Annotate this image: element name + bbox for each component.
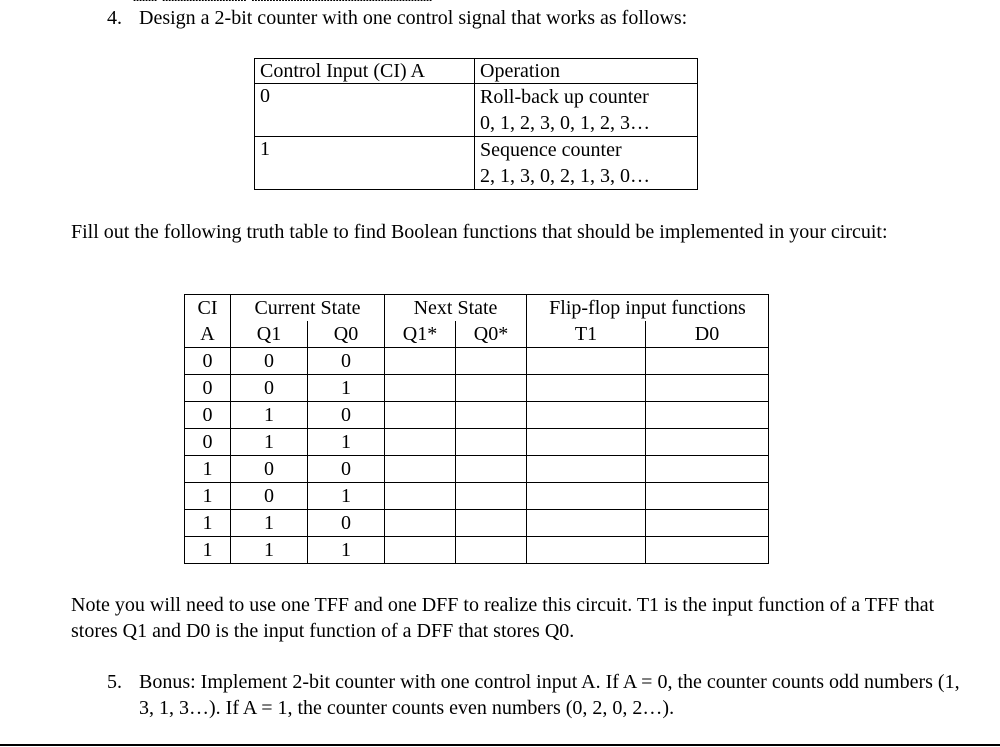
- q0-next-cell[interactable]: [456, 456, 527, 483]
- q0-next-cell[interactable]: [456, 375, 527, 402]
- operation-cell: [475, 137, 698, 190]
- table-row: [185, 510, 769, 537]
- t1-cell[interactable]: [527, 510, 646, 537]
- next-state-header: Next State: [385, 295, 527, 322]
- q0-header: Q0: [308, 321, 385, 348]
- q0-next-cell[interactable]: [456, 402, 527, 429]
- question-5-text: Bonus: Implement 2-bit counter with one control input A. If A = 0, the counter counts odd numbers (1, 3, 1, 3…). If A = 1, the counter counts even numbers (0, 2, 0, 2…).: [139, 671, 960, 719]
- q1-next-header: Q1*: [385, 321, 456, 348]
- page-bottom-rule: [0, 744, 1000, 746]
- current-state-header: Current State: [231, 295, 385, 322]
- q1-cell: 0: [231, 348, 308, 375]
- q1-cell: 1: [231, 510, 308, 537]
- a-cell: 0: [185, 375, 231, 402]
- d0-header: D0: [646, 321, 769, 348]
- truth-table-group-header: [185, 295, 769, 322]
- a-cell: 1: [185, 510, 231, 537]
- q0-next-cell[interactable]: [456, 510, 527, 537]
- q1-cell: 0: [231, 375, 308, 402]
- table-row: [185, 483, 769, 510]
- d0-cell[interactable]: [646, 510, 769, 537]
- a-cell: 0: [185, 402, 231, 429]
- t1-cell[interactable]: [527, 537, 646, 564]
- question-4: [107, 7, 687, 30]
- table-row: [185, 348, 769, 375]
- control-input-header: Control Input (CI) A: [255, 59, 475, 84]
- t1-cell[interactable]: [527, 456, 646, 483]
- q1-cell: 1: [231, 537, 308, 564]
- a-cell: 0: [185, 348, 231, 375]
- q0-cell: 0: [308, 456, 385, 483]
- q1-header: Q1: [231, 321, 308, 348]
- q0-next-header: Q0*: [456, 321, 527, 348]
- q1-next-cell[interactable]: [385, 537, 456, 564]
- table-row: [185, 537, 769, 564]
- table-row: [185, 429, 769, 456]
- q0-cell: 0: [308, 348, 385, 375]
- q0-next-cell[interactable]: [456, 537, 527, 564]
- t1-cell[interactable]: [527, 402, 646, 429]
- question-4-text: Design a 2-bit counter with one control signal that works as follows:: [139, 7, 688, 29]
- d0-cell[interactable]: [646, 402, 769, 429]
- t1-cell[interactable]: [527, 483, 646, 510]
- q1-cell: 1: [231, 402, 308, 429]
- a-cell: 1: [185, 537, 231, 564]
- question-5-number: 5.: [107, 671, 122, 693]
- table-row: [185, 402, 769, 429]
- operation-cell: [475, 84, 698, 137]
- t1-header: T1: [527, 321, 646, 348]
- flip-flop-functions-header: Flip-flop input functions: [527, 295, 769, 322]
- q0-cell: 0: [308, 402, 385, 429]
- q1-next-cell[interactable]: [385, 483, 456, 510]
- t1-cell[interactable]: [527, 429, 646, 456]
- operation-sequence: 0, 1, 2, 3, 0, 1, 2, 3…: [480, 112, 650, 134]
- a-cell: 0: [185, 429, 231, 456]
- q0-cell: 1: [308, 429, 385, 456]
- operation-name: Roll-back up counter: [480, 86, 649, 108]
- fill-instruction: Fill out the following truth table to find Boolean functions that should be implemented in your circuit:: [71, 221, 888, 243]
- operation-sequence: 2, 1, 3, 0, 2, 1, 3, 0…: [480, 165, 650, 187]
- ci-header: CI: [185, 295, 231, 322]
- d0-cell[interactable]: [646, 375, 769, 402]
- operation-name: Sequence counter: [480, 139, 622, 161]
- d0-cell[interactable]: [646, 348, 769, 375]
- control-table-header: [255, 59, 698, 84]
- q1-cell: 0: [231, 483, 308, 510]
- q1-next-cell[interactable]: [385, 402, 456, 429]
- t1-cell[interactable]: [527, 348, 646, 375]
- q1-next-cell[interactable]: [385, 429, 456, 456]
- q1-cell: 1: [231, 429, 308, 456]
- d0-cell[interactable]: [646, 429, 769, 456]
- control-table-row: [255, 84, 698, 137]
- truth-table: [184, 294, 769, 564]
- control-input-value: 1: [255, 137, 475, 190]
- control-input-value: 0: [255, 84, 475, 137]
- q0-next-cell[interactable]: [456, 348, 527, 375]
- q1-next-cell[interactable]: [385, 510, 456, 537]
- control-table-row: [255, 137, 698, 190]
- q0-cell: 1: [308, 375, 385, 402]
- q0-next-cell[interactable]: [456, 429, 527, 456]
- q0-cell: 0: [308, 510, 385, 537]
- question-4-number: 4.: [107, 7, 122, 29]
- a-cell: 1: [185, 483, 231, 510]
- q1-cell: 0: [231, 456, 308, 483]
- t1-cell[interactable]: [527, 375, 646, 402]
- d0-cell[interactable]: [646, 456, 769, 483]
- truth-table-sub-header: [185, 321, 769, 348]
- q1-next-cell[interactable]: [385, 456, 456, 483]
- q1-next-cell[interactable]: [385, 375, 456, 402]
- question-5: [107, 669, 967, 721]
- operation-header: Operation: [475, 59, 698, 84]
- cropped-previous-line: ┈┈ ┈┈┈┈┈┈┈ ┈┈┈┈┈┈┈┈┈┈┈┈┈┈┈: [133, 0, 432, 12]
- d0-cell[interactable]: [646, 483, 769, 510]
- q0-cell: 1: [308, 483, 385, 510]
- q0-next-cell[interactable]: [456, 483, 527, 510]
- q1-next-cell[interactable]: [385, 348, 456, 375]
- a-header: A: [185, 321, 231, 348]
- table-row: [185, 456, 769, 483]
- d0-cell[interactable]: [646, 537, 769, 564]
- q0-cell: 1: [308, 537, 385, 564]
- control-input-table: [254, 58, 698, 190]
- note-paragraph: Note you will need to use one TFF and one DFF to realize this circuit. T1 is the input function of a TFF that stores Q1 and D0 is the input function of a DFF that stores Q0.: [71, 594, 935, 642]
- a-cell: 1: [185, 456, 231, 483]
- table-row: [185, 375, 769, 402]
